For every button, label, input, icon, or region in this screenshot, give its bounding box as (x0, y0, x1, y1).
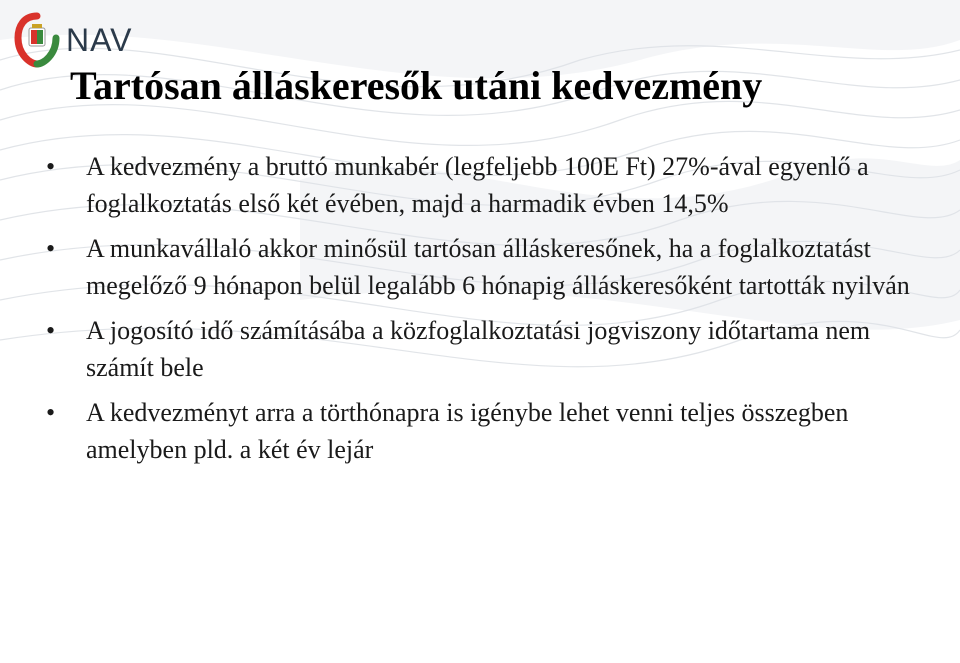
bullet-dot-icon: • (46, 316, 56, 345)
bullet-item (44, 394, 924, 468)
bullet-item (44, 312, 924, 386)
bullet-dot-icon: • (46, 234, 56, 263)
bullet-dot-icon: • (46, 152, 56, 181)
nav-emblem-icon (14, 12, 60, 68)
bullet-text: A jogosító idő számításába a közfoglalkoztatási jogviszony időtartama nem számít bele (86, 316, 871, 382)
bullet-item (44, 230, 924, 304)
bullet-text: A kedvezmény a bruttó munkabér (legfeljebb 100E Ft) 27%-ával egyenlő a foglalkoztatás első két évében, majd a harmadik évben 14,5% (86, 152, 869, 218)
slide-title: Tartósan álláskeresők utáni kedvezmény (70, 63, 763, 108)
bullet-dot-icon: • (46, 398, 56, 427)
nav-logo (14, 10, 132, 70)
logo-text: NAV (66, 21, 133, 58)
bullet-text: A munkavállaló akkor minősül tartósan álláskeresőnek, ha a foglalkoztatást megelőző 9 hónapon belül legalább 6 hónapig álláskeresőként tartották nyilván (86, 234, 910, 300)
bullet-text: A kedvezményt arra a törthónapra is igénybe lehet venni teljes összegben amelyben pld. a két év lejár (86, 398, 849, 464)
bullet-list (44, 148, 924, 476)
bullet-item (44, 148, 924, 222)
